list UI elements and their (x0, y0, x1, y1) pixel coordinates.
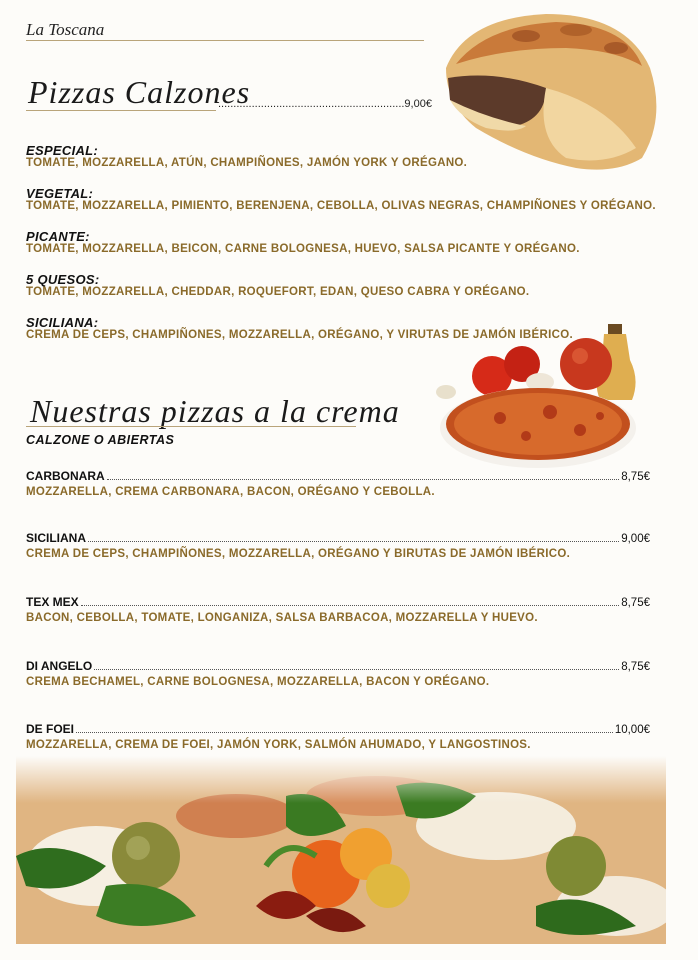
calzones-price: .............................................................9,00€ (218, 98, 432, 110)
item-ingredients: TOMATE, MOZZARELLA, ATÚN, CHAMPIÑONES, JAMÓN YORK Y ORÉGANO. (26, 157, 468, 169)
item-name: 5 QUESOS: (26, 272, 100, 287)
item-price: 8,75€ (621, 661, 650, 673)
item-ingredients: MOZZARELLA, CREMA CARBONARA, BACON, ORÉGANO Y CEBOLLA. (26, 486, 435, 498)
item-name: DI ANGELO (26, 659, 93, 673)
item-name: CARBONARA (26, 469, 105, 483)
item-price: 10,00€ (614, 724, 650, 736)
dot-leader (94, 669, 619, 670)
item-ingredients: CREMA BECHAMEL, CARNE BOLOGNESA, MOZZARELLA, BACON Y ORÉGANO. (26, 676, 490, 688)
item-price: 9,00€ (621, 533, 650, 545)
item-ingredients: CREMA DE CEPS, CHAMPIÑONES, MOZZARELLA, ORÉGANO, Y VIRUTAS DE JAMÓN IBÉRICO. (26, 329, 573, 341)
menu-item-row (26, 469, 650, 483)
menu-item-row (26, 531, 650, 545)
header-divider (26, 40, 424, 41)
item-name: TEX MEX (26, 595, 79, 609)
dot-leader (88, 541, 619, 542)
item-price: 8,75€ (621, 471, 650, 483)
dot-leader (76, 732, 613, 733)
item-name: PICANTE: (26, 229, 90, 244)
menu-item-row (26, 595, 650, 609)
item-ingredients: TOMATE, MOZZARELLA, BEICON, CARNE BOLOGNESA, HUEVO, SALSA PICANTE Y ORÉGANO. (26, 243, 580, 255)
item-name: SICILIANA (26, 531, 86, 545)
brand-name: La Toscana (26, 20, 105, 39)
section-title-calzones: Pizzas Calzones (28, 74, 251, 110)
item-ingredients: TOMATE, MOZZARELLA, PIMIENTO, BERENJENA, CEBOLLA, OLIVAS NEGRAS, CHAMPIÑONES Y ORÉGANO. (26, 200, 656, 212)
calzone-photo (436, 8, 662, 176)
item-price: 8,75€ (621, 597, 650, 609)
dot-leader (81, 605, 620, 606)
title-underline (26, 110, 216, 111)
item-ingredients: MOZZARELLA, CREMA DE FOEI, JAMÓN YORK, SALMÓN AHUMADO, Y LANGOSTINOS. (26, 739, 531, 751)
menu-item-row (26, 722, 650, 736)
section-title-cream-pizzas: Nuestras pizzas a la crema (30, 393, 400, 429)
pizza-closeup-photo (16, 756, 666, 944)
dot-leader (107, 479, 620, 480)
item-ingredients: BACON, CEBOLLA, TOMATE, LONGANIZA, SALSA BARBACOA, MOZZARELLA Y HUEVO. (26, 612, 538, 624)
item-ingredients: TOMATE, MOZZARELLA, CHEDDAR, ROQUEFORT, EDAN, QUESO CABRA Y ORÉGANO. (26, 286, 530, 298)
item-name: VEGETAL: (26, 186, 94, 201)
pizza-photo (430, 320, 646, 472)
menu-item-row (26, 659, 650, 673)
item-ingredients: CREMA DE CEPS, CHAMPIÑONES, MOZZARELLA, ORÉGANO Y BIRUTAS DE JAMÓN IBÉRICO. (26, 548, 571, 560)
item-name: ESPECIAL: (26, 143, 99, 158)
item-name: SICILIANA: (26, 315, 99, 330)
item-name: DE FOEI (26, 722, 75, 736)
section-subtitle: CALZONE O ABIERTAS (26, 433, 175, 447)
title-underline (26, 426, 356, 427)
